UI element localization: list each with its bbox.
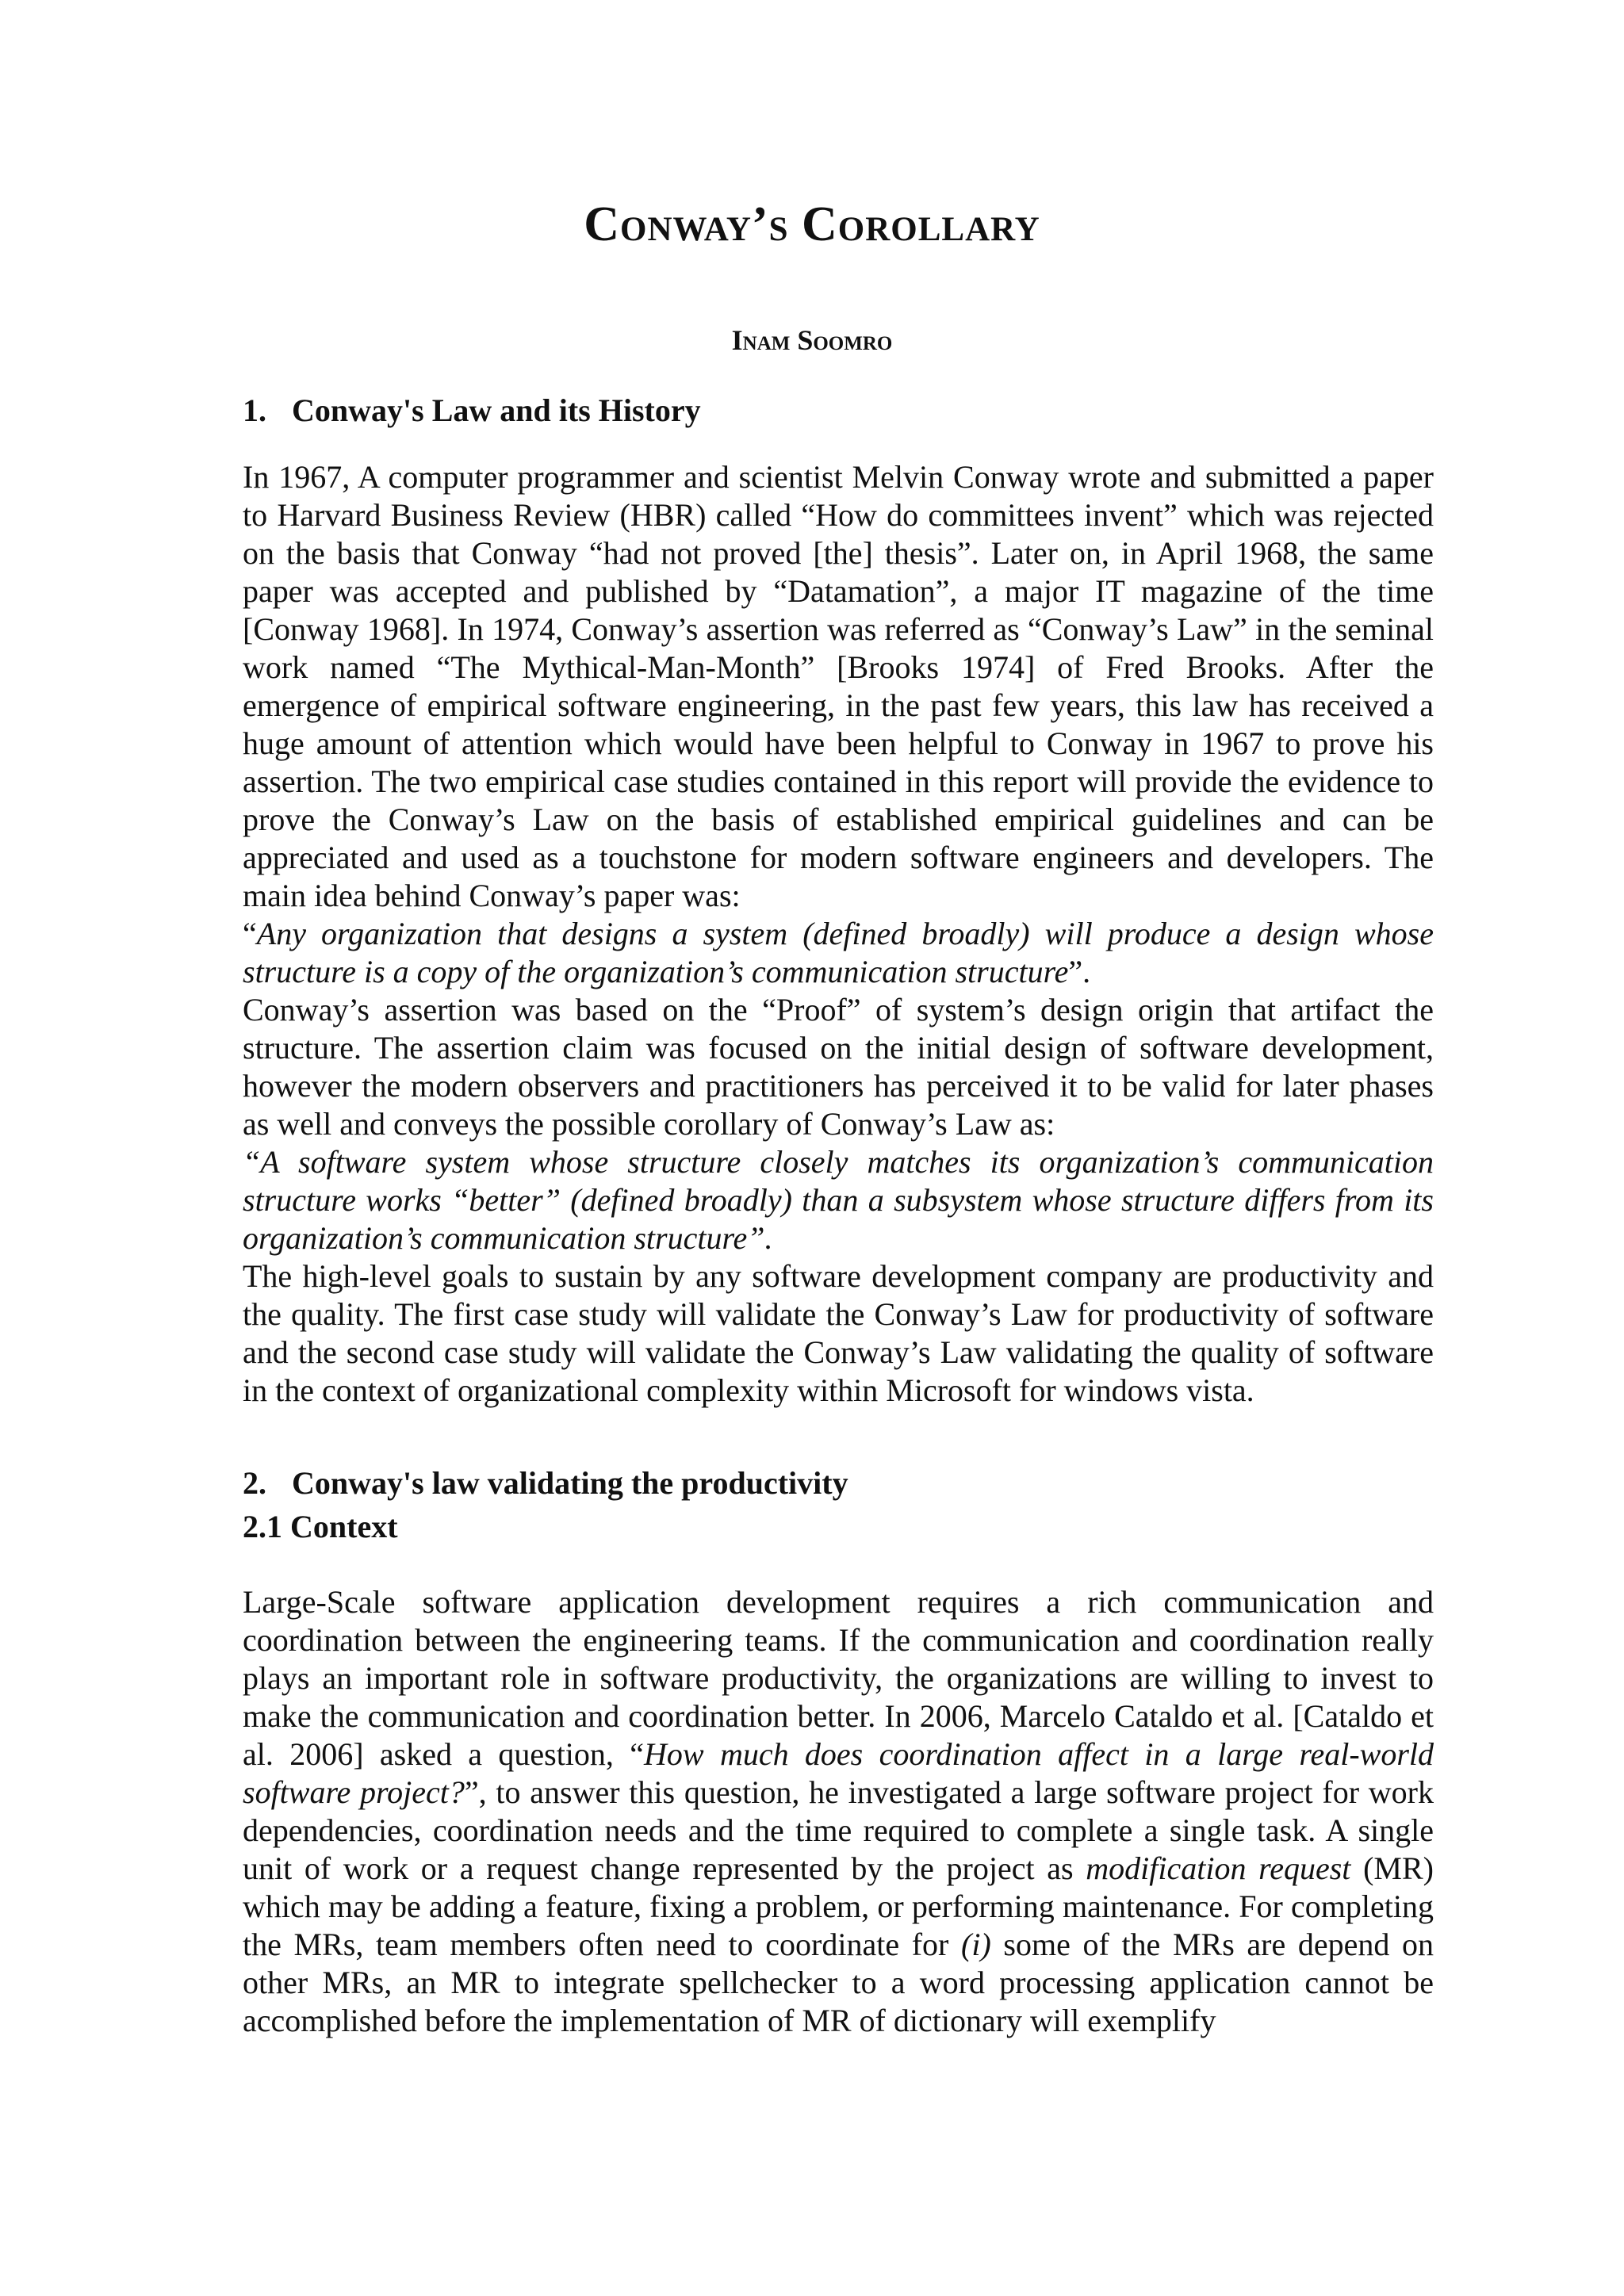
conway-quote-text: Any organization that designs a system (defined broadly) will produce a design whose structure is a copy of the organization’s communication structure	[243, 916, 1434, 989]
text-run: some of the MRs are depend on other MRs, an MR to integrate spellchecker to a word processing application cannot be accomplished before the implementation of MR of dictionary will exemplify	[243, 1927, 1434, 2038]
section-1-title: Conway's Law and its History	[292, 392, 701, 428]
corollary-quote	[243, 1143, 1434, 1257]
section-1-body	[243, 458, 1434, 1410]
section-2-number: 2.	[243, 1465, 266, 1501]
section-1-paragraph-1: In 1967, A computer programmer and scientist Melvin Conway wrote and submitted a paper to Harvard Business Review (HBR) called “How do committees invent” which was rejected on the basis that Conway “had not proved [the] thesis”. Later on, in April 1968, the same paper was accepted and published by “Datamation”, a major IT magazine of the time [Conway 1968]. In 1974, Conway’s assertion was referred as “Conway’s Law” in the seminal work named “The Mythical-Man-Month” [Brooks 1974] of Fred Brooks. After the emergence of empirical software engineering, in the past few years, this law has received a huge amount of attention which would have been helpful to Conway in 1967 to prove his assertion. The two empirical case studies contained in this report will provide the evidence to prove the Conway’s Law on the basis of established empirical guidelines and can be appreciated and used as a touchstone for modern software engineers and developers. The main idea behind Conway’s paper was:	[243, 459, 1434, 913]
paper-title: Conway’s Corollary	[584, 197, 1040, 251]
section-1-paragraph-2: Conway’s assertion was based on the “Proof” of system’s design origin that artifact the structure. The assertion claim was focused on the initial design of software development, however the modern observers and practitioners has perceived it to be valid for later phases as well and conveys the possible corollary of Conway’s Law as:	[243, 992, 1434, 1142]
section-2-paragraph-1	[243, 1583, 1434, 2040]
section-2-title: Conway's law validating the productivity	[292, 1465, 848, 1501]
list-marker-i: (i)	[961, 1927, 991, 1962]
section-1-paragraph-3: The high-level goals to sustain by any software development company are productivity and the quality. The first case study will validate the Conway’s Law for productivity of software and the second case study will validate the Conway’s Law validating the quality of software in the context of organizational complexity within Microsoft for windows vista.	[243, 1258, 1434, 1408]
conway-quote	[243, 915, 1434, 991]
text-run: ”, to answer this question, he investigated a large software project for work dependencies, coordination needs and the time required to complete a single task. A single unit of work or a request change represented by the project as	[243, 1774, 1434, 1886]
text-run: (MR) which may be adding a feature, fixing a problem, or performing maintenance. For completing the MRs, team members often need to coordinate for	[243, 1850, 1434, 1962]
quote-close-mark: ”.	[1068, 954, 1091, 989]
section-2-heading	[243, 1464, 848, 1502]
section-1-heading	[243, 392, 701, 429]
term-modification-request: modification request	[1086, 1850, 1351, 1886]
paper-author: Inam Soomro	[731, 324, 893, 356]
section-2-body	[243, 1583, 1434, 2040]
quote-open-mark: “	[243, 916, 257, 951]
text-run: Large-Scale software application development requires a rich communication and coordination between the engineering teams. If the communication and coordination really plays an important role in software productivity, the organizations are willing to invest to make the communication and coordination better. In 2006, Marcelo Cataldo et al. [Cataldo et al. 2006] asked a question, “	[243, 1584, 1434, 1772]
subsection-2-1-heading: 2.1 Context	[243, 1509, 398, 1544]
research-question: How much does coordination affect in a large real-world software project?	[243, 1736, 1434, 1810]
corollary-quote-text: “A software system whose structure closely matches its organization’s communication structure works “better” (defined broadly) than a subsystem whose structure differs from its organization’s communication structure”.	[243, 1144, 1434, 1256]
section-1-number: 1.	[243, 392, 266, 428]
